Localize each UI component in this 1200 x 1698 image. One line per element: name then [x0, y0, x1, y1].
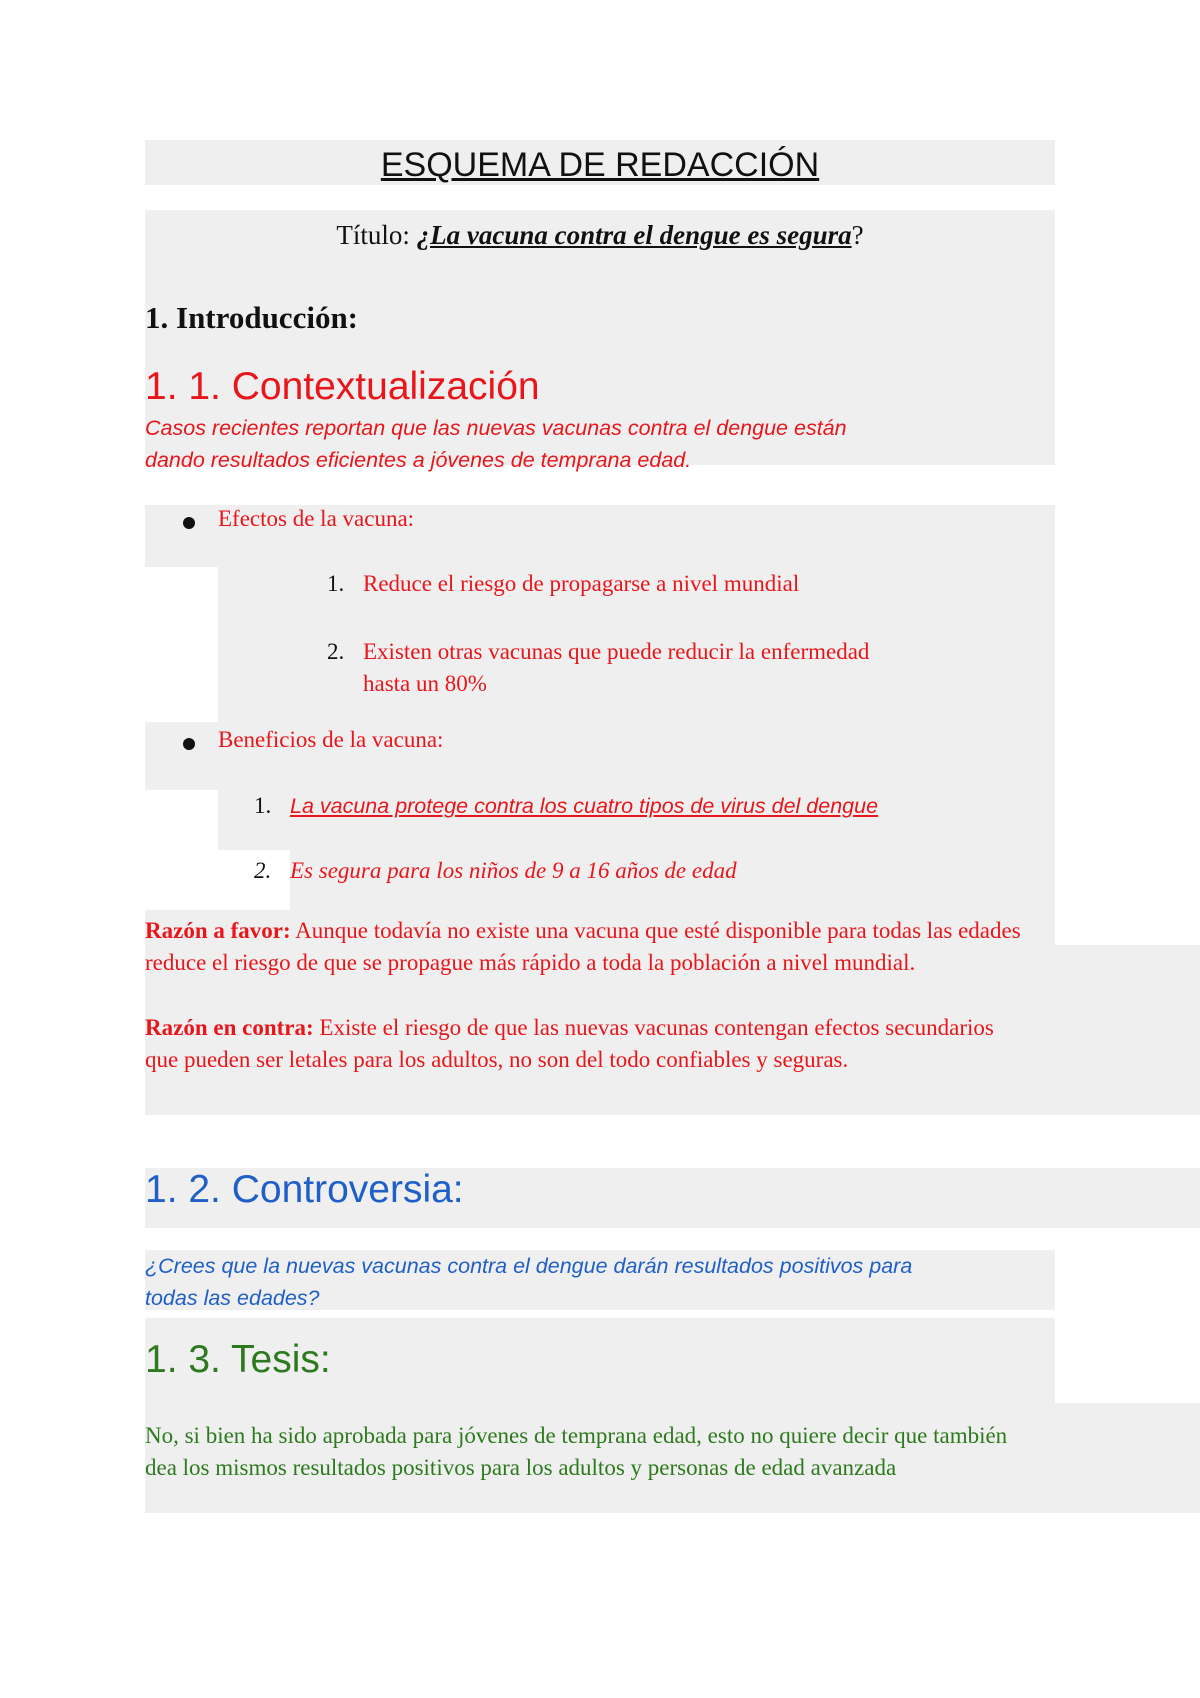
razon-contra-text: que pueden ser letales para los adultos, no son del todo confiables y seguras.	[145, 1047, 849, 1072]
contextualizacion-text	[145, 412, 847, 476]
bullet-label: Beneficios de la vacuna:	[218, 727, 444, 752]
bullet-efectos	[218, 506, 414, 532]
text-line: dea los mismos resultados positivos para los adultos y personas de edad avanzada	[145, 1455, 897, 1480]
list-item-efectos-1	[327, 571, 800, 597]
title-line	[0, 220, 1200, 251]
list-number: 1.	[254, 793, 272, 818]
list-item-beneficios-2	[254, 858, 737, 884]
bullet-dot-icon	[183, 738, 195, 750]
text-line: No, si bien ha sido aprobada para jóvenes de temprana edad, esto no quiere decir que también	[145, 1423, 1008, 1448]
list-item-text: Existen otras vacunas que puede reducir la enfermedad	[363, 639, 870, 664]
bullet-label: Efectos de la vacuna:	[218, 506, 415, 531]
title-question: ¿La vacuna contra el dengue es segura	[416, 220, 852, 250]
section-heading-controversia: 1. 2. Controversia:	[145, 1168, 464, 1211]
list-number: 1.	[327, 571, 345, 596]
controversia-text	[145, 1250, 912, 1314]
list-number: 2.	[327, 639, 345, 664]
razon-contra	[145, 1012, 994, 1076]
title-question-mark: ?	[851, 220, 864, 250]
document-title: ESQUEMA DE REDACCIÓN	[380, 146, 820, 184]
list-item-beneficios-1	[254, 793, 879, 819]
text-line: todas las edades?	[145, 1286, 320, 1310]
razon-contra-label: Razón en contra:	[145, 1015, 314, 1040]
list-item-text: hasta un 80%	[363, 671, 487, 696]
bullet-beneficios	[218, 727, 443, 753]
list-item-text: Reduce el riesgo de propagarse a nivel mundial	[363, 571, 800, 596]
list-number: 2.	[254, 858, 272, 883]
section-heading-tesis: 1. 3. Tesis:	[145, 1338, 331, 1381]
razon-favor-text: Aunque todavía no existe una vacuna que esté disponible para todas las edades	[290, 918, 1021, 943]
list-item-text: Es segura para los niños de 9 a 16 años de edad	[290, 858, 737, 883]
razon-favor-text: reduce el riesgo de que se propague más rápido a toda la población a nivel mundial.	[145, 950, 916, 975]
list-item-efectos-2	[327, 636, 870, 700]
section-heading-introduccion: 1. Introducción:	[145, 300, 359, 335]
text-line: dando resultados eficientes a jóvenes de temprana edad.	[145, 448, 692, 472]
bullet-dot-icon	[183, 517, 195, 529]
razon-favor-label: Razón a favor:	[145, 918, 291, 943]
razon-favor	[145, 915, 1021, 979]
section-heading-contextualizacion: 1. 1. Contextualización	[145, 365, 540, 408]
tesis-text	[145, 1420, 1007, 1484]
list-item-text: La vacuna protege contra los cuatro tipos de virus del dengue	[290, 794, 879, 818]
razon-contra-text: Existe el riesgo de que las nuevas vacunas contengan efectos secundarios	[313, 1015, 994, 1040]
title-label: Título:	[336, 220, 417, 250]
text-line: ¿Crees que la nuevas vacunas contra el dengue darán resultados positivos para	[145, 1254, 913, 1278]
text-line: Casos recientes reportan que las nuevas vacunas contra el dengue están	[145, 416, 847, 440]
